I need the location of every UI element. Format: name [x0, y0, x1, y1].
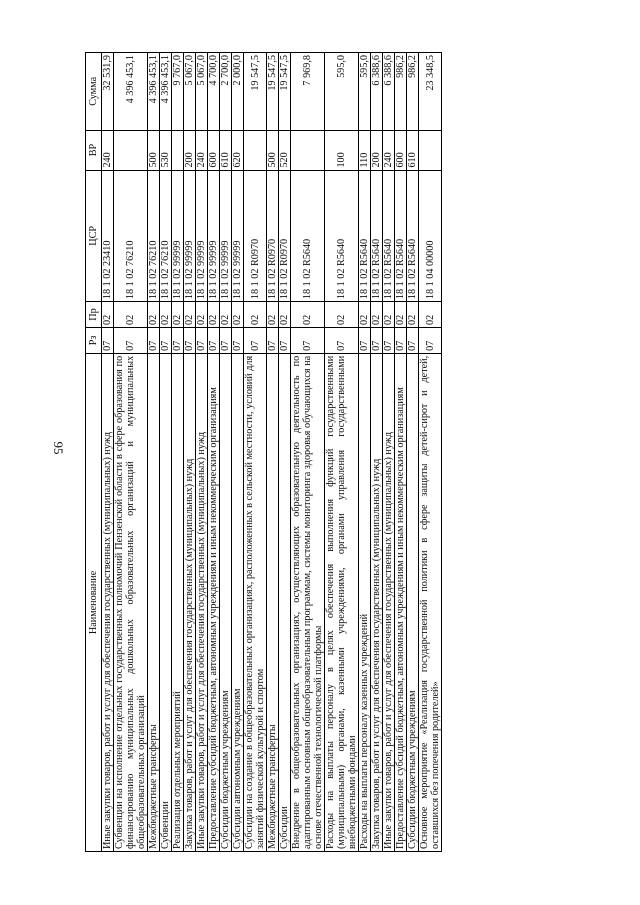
cell-vr: 530 — [160, 130, 172, 170]
cell-name: Закупка товаров, работ и услуг для обеспечения государственных (муниципальных) нужд — [371, 353, 383, 851]
cell-pr: 02 — [279, 302, 291, 328]
cell-rz: 07 — [232, 327, 244, 353]
cell-pr: 02 — [160, 302, 172, 328]
page-number: 95 — [51, 441, 66, 455]
table-header-row — [86, 53, 102, 852]
cell-sum: 4 396 453,1 — [148, 53, 160, 131]
cell-name: Основное мероприятие «Реализация государственной политики в сфере защиты детей-сирот и детей, оставшихся без попечения родителей» — [419, 353, 442, 851]
cell-pr: 02 — [371, 302, 383, 328]
cell-vr: 240 — [383, 130, 395, 170]
cell-rz: 07 — [148, 327, 160, 353]
cell-pr: 02 — [172, 302, 184, 328]
cell-csr: 18 1 02 R5640 — [395, 170, 407, 302]
cell-sum: 986,2 — [407, 53, 419, 131]
cell-csr: 18 1 02 R5640 — [291, 170, 325, 302]
cell-csr: 18 1 02 R5640 — [383, 170, 395, 302]
cell-sum: 19 547,5 — [267, 53, 279, 131]
cell-sum: 6 388,6 — [383, 53, 395, 131]
table-row — [232, 53, 244, 852]
cell-name: Субвенции на исполнение отдельных государственных полномочий Пензенской области в сфере образования по финансированию муниципальных дошкольных образовательных организаций и муниципальных общеобразовательных организаций — [114, 353, 148, 851]
cell-sum: 4 700,0 — [208, 53, 220, 131]
cell-sum: 595,0 — [325, 53, 359, 131]
cell-vr — [114, 130, 148, 170]
table-row — [220, 53, 232, 852]
cell-rz: 07 — [371, 327, 383, 353]
column-header-vr: ВР — [86, 130, 102, 170]
table-row — [244, 53, 267, 852]
table-row — [160, 53, 172, 852]
cell-csr: 18 1 02 R5640 — [371, 170, 383, 302]
table-row — [419, 53, 442, 852]
cell-csr: 18 1 02 R0970 — [279, 170, 291, 302]
table-row — [196, 53, 208, 852]
column-header-pr: Пр — [86, 302, 102, 328]
cell-rz: 07 — [407, 327, 419, 353]
cell-rz: 07 — [279, 327, 291, 353]
cell-sum: 19 547,5 — [244, 53, 267, 131]
cell-vr: 240 — [102, 130, 114, 170]
cell-rz: 07 — [114, 327, 148, 353]
cell-csr: 18 1 02 76210 — [148, 170, 160, 302]
cell-name: Расходы на выплаты персоналу казенных учреждений — [359, 353, 371, 851]
cell-csr: 18 1 02 76210 — [114, 170, 148, 302]
cell-rz: 07 — [160, 327, 172, 353]
cell-csr: 18 1 02 23410 — [102, 170, 114, 302]
cell-sum: 986,2 — [395, 53, 407, 131]
cell-pr: 02 — [220, 302, 232, 328]
cell-pr: 02 — [267, 302, 279, 328]
cell-name: Субсидии бюджетным учреждениям — [220, 353, 232, 851]
cell-pr: 02 — [102, 302, 114, 328]
table-row — [279, 53, 291, 852]
cell-csr: 18 1 02 R0970 — [244, 170, 267, 302]
cell-rz: 07 — [359, 327, 371, 353]
cell-rz: 07 — [244, 327, 267, 353]
cell-name: Расходы на выплаты персоналу в целях обеспечения выполнения функций государственными (муниципальными) органами, казенными учреждениями, органами управления государственными внебюджетными фондами — [325, 353, 359, 851]
table-row — [371, 53, 383, 852]
cell-rz: 07 — [325, 327, 359, 353]
table-row — [383, 53, 395, 852]
column-header-rz: Рз — [86, 327, 102, 353]
cell-pr: 02 — [208, 302, 220, 328]
cell-sum: 5 067,0 — [184, 53, 196, 131]
cell-sum: 7 969,8 — [291, 53, 325, 131]
cell-csr: 18 1 02 76210 — [160, 170, 172, 302]
table-row — [395, 53, 407, 852]
table-row — [102, 53, 114, 852]
cell-name: Предоставление субсидий бюджетным, автономным учреждениям и иным некоммерческим организациям — [395, 353, 407, 851]
cell-name: Иные закупки товаров, работ и услуг для обеспечения государственных (муниципальных) нужд — [196, 353, 208, 851]
cell-csr: 18 1 02 99999 — [196, 170, 208, 302]
cell-sum: 6 388,6 — [371, 53, 383, 131]
column-header-sum: Сумма — [86, 53, 102, 131]
cell-pr: 02 — [232, 302, 244, 328]
cell-rz: 07 — [395, 327, 407, 353]
cell-pr: 02 — [291, 302, 325, 328]
cell-vr: 200 — [371, 130, 383, 170]
cell-pr: 02 — [395, 302, 407, 328]
cell-csr: 18 1 02 99999 — [184, 170, 196, 302]
cell-pr: 02 — [148, 302, 160, 328]
table-row — [172, 53, 184, 852]
cell-sum: 23 348,5 — [419, 53, 442, 131]
cell-pr: 02 — [244, 302, 267, 328]
cell-name: Иные закупки товаров, работ и услуг для обеспечения государственных (муниципальных) нужд — [102, 353, 114, 851]
cell-vr — [244, 130, 267, 170]
cell-name: Субсидии — [279, 353, 291, 851]
cell-csr: 18 1 02 99999 — [208, 170, 220, 302]
cell-sum: 5 067,0 — [196, 53, 208, 131]
cell-csr: 18 1 04 00000 — [419, 170, 442, 302]
cell-csr: 18 1 02 99999 — [172, 170, 184, 302]
cell-rz: 07 — [184, 327, 196, 353]
cell-vr: 620 — [232, 130, 244, 170]
cell-csr: 18 1 02 R5640 — [359, 170, 371, 302]
table-row — [267, 53, 279, 852]
cell-csr: 18 1 02 R5640 — [407, 170, 419, 302]
cell-sum: 4 396 453,1 — [160, 53, 172, 131]
cell-name: Субсидии автономным учреждениям — [232, 353, 244, 851]
cell-vr: 610 — [407, 130, 419, 170]
cell-sum: 9 767,0 — [172, 53, 184, 131]
cell-pr: 02 — [419, 302, 442, 328]
cell-name: Реализация отдельных мероприятий — [172, 353, 184, 851]
cell-pr: 02 — [184, 302, 196, 328]
cell-name: Субвенции — [160, 353, 172, 851]
table-row — [114, 53, 148, 852]
column-header-name: Наименование — [86, 353, 102, 851]
cell-vr — [419, 130, 442, 170]
cell-name: Субсидии на создание в общеобразовательных организациях, расположенных в сельской местности, условий для занятий физической культурой и спортом — [244, 353, 267, 851]
cell-sum: 19 547,5 — [279, 53, 291, 131]
cell-csr: 18 1 02 99999 — [220, 170, 232, 302]
cell-vr: 520 — [279, 130, 291, 170]
table-row — [407, 53, 419, 852]
cell-rz: 07 — [102, 327, 114, 353]
cell-pr: 02 — [114, 302, 148, 328]
cell-vr: 600 — [395, 130, 407, 170]
table-body — [102, 53, 442, 852]
table-row — [184, 53, 196, 852]
cell-vr: 500 — [267, 130, 279, 170]
cell-vr: 110 — [359, 130, 371, 170]
cell-name: Внедрение в общеобразовательных организациях, осуществляющих образовательную деятельность по адаптированным основным общеобразовательным программам, системы мониторинга здоровья обучающихся на основе отечественной технологической платформы — [291, 353, 325, 851]
cell-pr: 02 — [325, 302, 359, 328]
table-row — [325, 53, 359, 852]
cell-vr: 500 — [148, 130, 160, 170]
table-row — [148, 53, 160, 852]
cell-name: Субсидии бюджетным учреждениям — [407, 353, 419, 851]
cell-name: Закупка товаров, работ и услуг для обеспечения государственных (муниципальных) нужд — [184, 353, 196, 851]
budget-table — [85, 52, 442, 852]
cell-pr: 02 — [196, 302, 208, 328]
cell-vr: 610 — [220, 130, 232, 170]
cell-rz: 07 — [220, 327, 232, 353]
cell-rz: 07 — [267, 327, 279, 353]
cell-name: Предоставление субсидий бюджетным, автономным учреждениям и иным некоммерческим организациям — [208, 353, 220, 851]
cell-rz: 07 — [291, 327, 325, 353]
cell-pr: 02 — [383, 302, 395, 328]
table-row — [359, 53, 371, 852]
cell-name: Межбюджетные трансферты — [148, 353, 160, 851]
cell-sum: 32 531,9 — [102, 53, 114, 131]
cell-rz: 07 — [208, 327, 220, 353]
cell-name: Межбюджетные трансферты — [267, 353, 279, 851]
cell-sum: 2 000,0 — [232, 53, 244, 131]
cell-pr: 02 — [359, 302, 371, 328]
cell-vr: 100 — [325, 130, 359, 170]
column-header-csr: ЦСР — [86, 170, 102, 302]
cell-sum: 4 396 453,1 — [114, 53, 148, 131]
cell-pr: 02 — [407, 302, 419, 328]
cell-vr: 240 — [196, 130, 208, 170]
cell-rz: 07 — [383, 327, 395, 353]
cell-csr: 18 1 02 R0970 — [267, 170, 279, 302]
cell-rz: 07 — [419, 327, 442, 353]
cell-vr — [291, 130, 325, 170]
cell-name: Иные закупки товаров, работ и услуг для обеспечения государственных (муниципальных) нужд — [383, 353, 395, 851]
cell-rz: 07 — [196, 327, 208, 353]
cell-csr: 18 1 02 99999 — [232, 170, 244, 302]
cell-vr: 600 — [208, 130, 220, 170]
cell-rz: 07 — [172, 327, 184, 353]
table-row — [208, 53, 220, 852]
cell-vr — [172, 130, 184, 170]
cell-vr: 200 — [184, 130, 196, 170]
cell-sum: 595,0 — [359, 53, 371, 131]
cell-sum: 2 700,0 — [220, 53, 232, 131]
table-row — [291, 53, 325, 852]
cell-csr: 18 1 02 R5640 — [325, 170, 359, 302]
rotated-table-container — [85, 52, 615, 852]
